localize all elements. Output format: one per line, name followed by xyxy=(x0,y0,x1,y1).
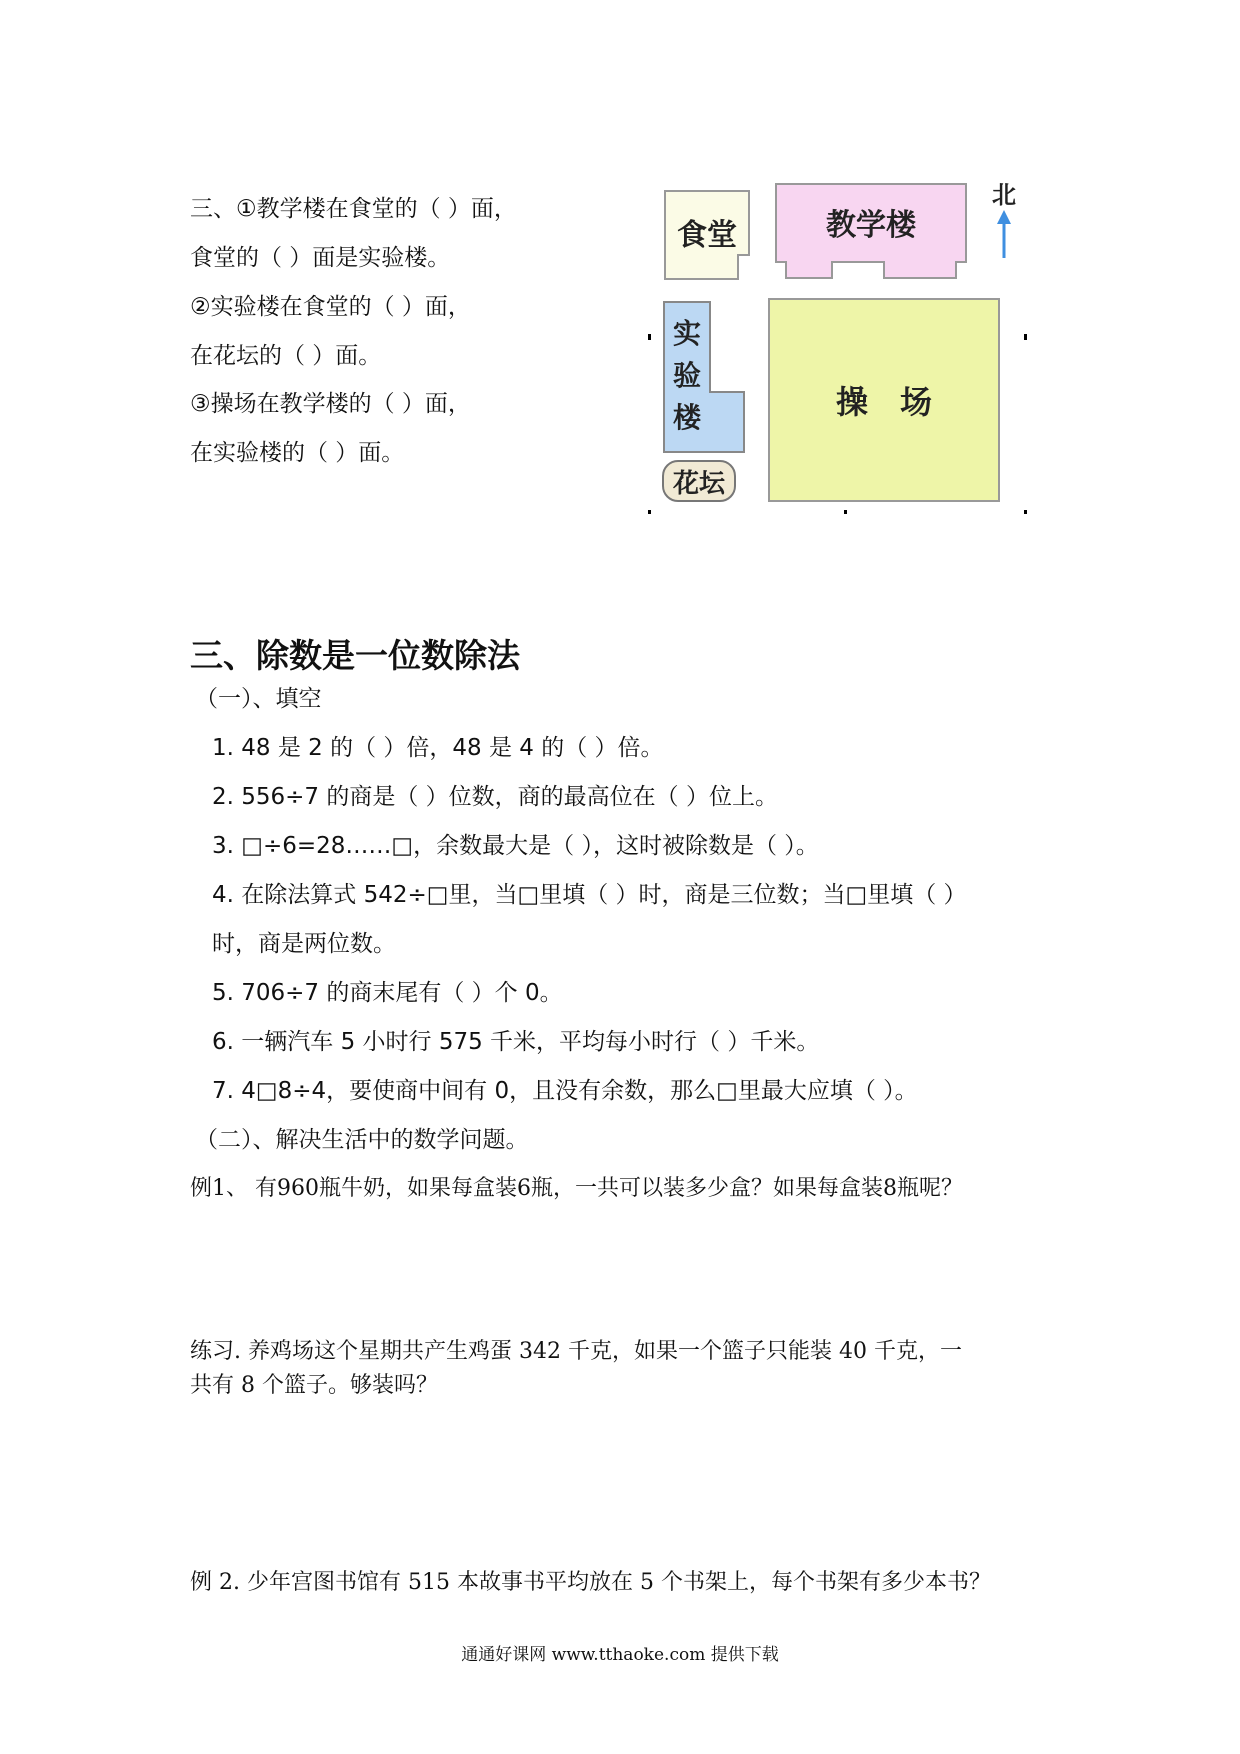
fill-item-2: 2. 556÷7 的商是（ ）位数，商的最高位在（ ）位上。 xyxy=(212,784,778,810)
map-question-line-6: 在实验楼的（ ）面。 xyxy=(190,440,405,466)
fill-item-7: 7. 4□8÷4，要使商中间有 0，且没有余数，那么□里最大应填（ ）。 xyxy=(212,1078,918,1104)
lab-building-label-2: 验 xyxy=(672,359,701,392)
footer: 通通好课网 www.tthaoke.com 提供下载 xyxy=(461,1645,779,1665)
north-arrow-icon xyxy=(994,210,1014,260)
example-1: 例1、 有960瓶牛奶，如果每盒装6瓶，一共可以装多少盒？如果每盒装8瓶呢？ xyxy=(190,1176,963,1201)
lab-building-label-3: 楼 xyxy=(672,401,701,434)
part1-title: （一）、填空 xyxy=(195,686,322,712)
map-question-line-3: ②实验楼在食堂的（ ）面， xyxy=(190,294,471,320)
part2-title: （二）、解决生活中的数学问题。 xyxy=(195,1127,529,1153)
example-2: 例 2. 少年宫图书馆有 515 本故事书平均放在 5 个书架上，每个书架有多少本书？ xyxy=(190,1570,991,1595)
map-question-line-5: ③操场在教学楼的（ ）面， xyxy=(190,391,471,417)
fill-item-6: 6. 一辆汽车 5 小时行 575 千米，平均每小时行（ ）千米。 xyxy=(212,1029,820,1055)
fill-item-5: 5. 706÷7 的商末尾有（ ）个 0。 xyxy=(212,980,563,1006)
map-question-line-2: 食堂的（ ）面是实验楼。 xyxy=(190,245,451,271)
map-dot xyxy=(648,510,651,514)
map-dot xyxy=(648,334,651,340)
north-label: 北 xyxy=(992,179,1016,209)
practice-line-2: 共有 8 个篮子。够装吗？ xyxy=(190,1373,438,1398)
map-question-line-4: 在花坛的（ ）面。 xyxy=(190,343,382,369)
map-dot xyxy=(1024,334,1027,340)
lab-building-label-1: 实 xyxy=(672,317,701,350)
fill-item-3: 3. □÷6=28……□，余数最大是（ ），这时被除数是（ ）。 xyxy=(212,833,819,859)
section-title: 三、除数是一位数除法 xyxy=(190,636,520,675)
fill-item-1: 1. 48 是 2 的（ ）倍，48 是 4 的（ ）倍。 xyxy=(212,735,664,761)
playground: 操 场 xyxy=(768,298,1000,502)
map-dot xyxy=(1024,510,1027,514)
map-question-line-1: 三、①教学楼在食堂的（ ）面， xyxy=(190,196,517,222)
fill-item-4-continued: 时，商是两位数。 xyxy=(212,931,396,957)
canteen-label: 食堂 xyxy=(677,218,737,253)
teaching-building-label: 教学楼 xyxy=(826,208,916,243)
fill-item-4: 4. 在除法算式 542÷□里，当□里填（ ）时，商是三位数；当□里填（ ） xyxy=(212,882,967,908)
practice-line-1: 练习. 养鸡场这个星期共产生鸡蛋 342 千克，如果一个篮子只能装 40 千克，一 xyxy=(190,1339,962,1364)
campus-map xyxy=(648,176,1038,516)
map-dot xyxy=(844,510,847,514)
flower-bed: 花坛 xyxy=(662,460,736,502)
